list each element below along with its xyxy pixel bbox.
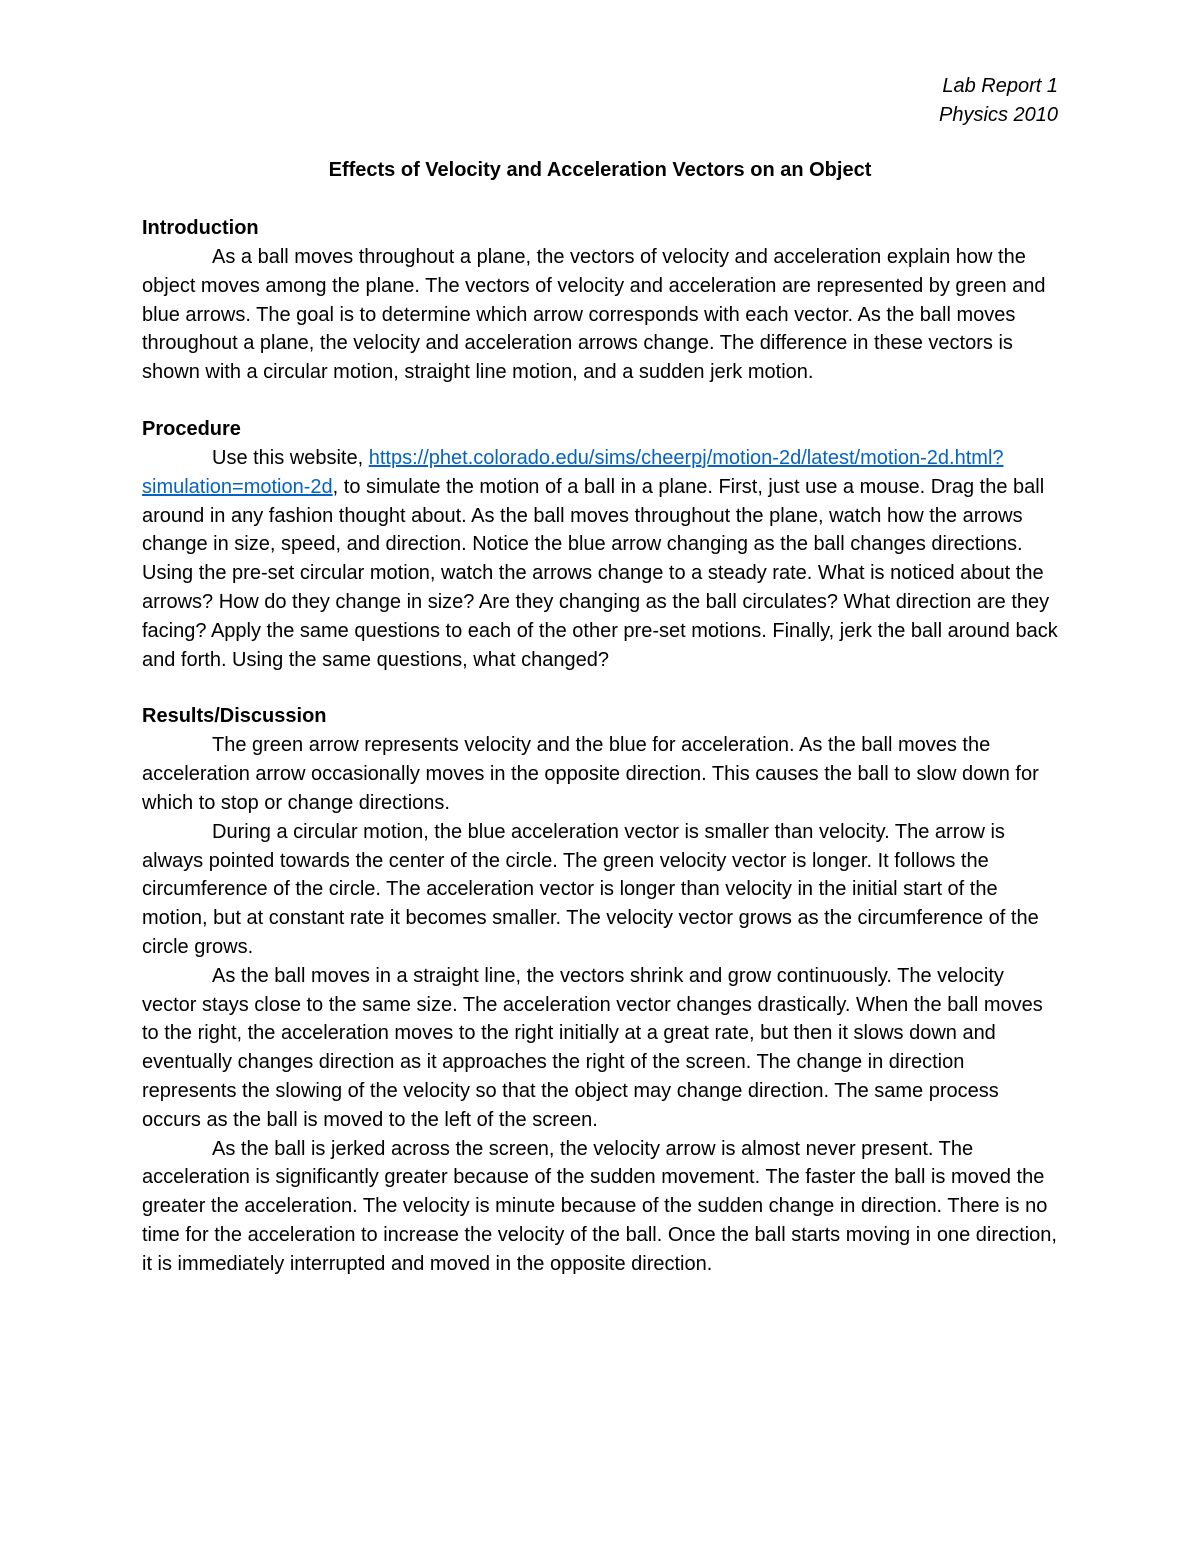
page-header [142,72,1058,130]
results-paragraph-2: During a circular motion, the blue acceleration vector is smaller than velocity. The arrow is always pointed towards the center of the circle. The green velocity vector is longer. It follows the circumference of the circle. The acceleration vector is longer than velocity in the initial start of the motion, but at constant rate it becomes smaller. The velocity vector grows as the circumference of the circle grows. [142,820,1039,958]
results-paragraph-3: As the ball moves in a straight line, the vectors shrink and grow continuously. The velocity vector stays close to the same size. The acceleration vector changes drastically. When the ball moves to the right, the acceleration moves to the right initially at a great rate, but then it slows down and eventually changes direction as it approaches the right of the screen. The change in direction represents the slowing of the velocity so that the object may change direction. The same process occurs as the ball is moved to the left of the screen. [142,964,1043,1131]
procedure-text-start: Use this website, [212,446,369,469]
introduction-paragraph: As a ball moves throughout a plane, the vectors of velocity and acceleration explain how the object moves among the plane. The vectors of velocity and acceleration are represented by green and blue arrows. The goal is to determine which arrow corresponds with each vector. As the ball moves throughout a plane, the velocity and acceleration arrows change. The difference in these vectors is shown with a circular motion, straight line motion, and a sudden jerk motion. [142,246,1046,384]
procedure-paragraph [142,444,1058,674]
procedure-heading: Procedure [142,417,241,440]
simulation-link[interactable]: https://phet.colorado.edu/sims/cheerpj/motion-2d/latest/motion-2d.html?simulation=motion-2d [142,446,1004,498]
header-line-1: Lab Report 1 [942,75,1058,97]
document-title: Effects of Velocity and Acceleration Vectors on an Object [328,159,872,181]
header-line-2: Physics 2010 [939,104,1058,126]
results-heading: Results/Discussion [142,705,327,728]
procedure-text-end: , to simulate the motion of a ball in a plane. First, just use a mouse. Drag the ball around in any fashion thought about. As the ball moves throughout the plane, watch how the arrows change in size, speed, and direction. Notice the blue arrow changing as the ball changes directions. Using the pre-set circular motion, watch the arrows change to a steady rate. What is noticed about the arrows? How do they change in size? Are they changing as the ball circulates? What direction are they facing? Apply the same questions to each of the other pre-set motions. Finally, jerk the ball around back and forth. Using the same questions, what changed? [142,475,1058,671]
results-paragraph-1: The green arrow represents velocity and the blue for acceleration. As the ball moves the acceleration arrow occasionally moves in the opposite direction. This causes the ball to slow down for which to stop or change directions. [142,734,1039,814]
results-paragraph-4: As the ball is jerked across the screen, the velocity arrow is almost never present. The acceleration is significantly greater because of the sudden movement. The faster the ball is moved the greater the acceleration. The velocity is minute because of the sudden change in direction. There is no time for the acceleration to increase the velocity of the ball. Once the ball starts moving in one direction, it is immediately interrupted and moved in the opposite direction. [142,1137,1057,1275]
introduction-heading: Introduction [142,217,259,239]
